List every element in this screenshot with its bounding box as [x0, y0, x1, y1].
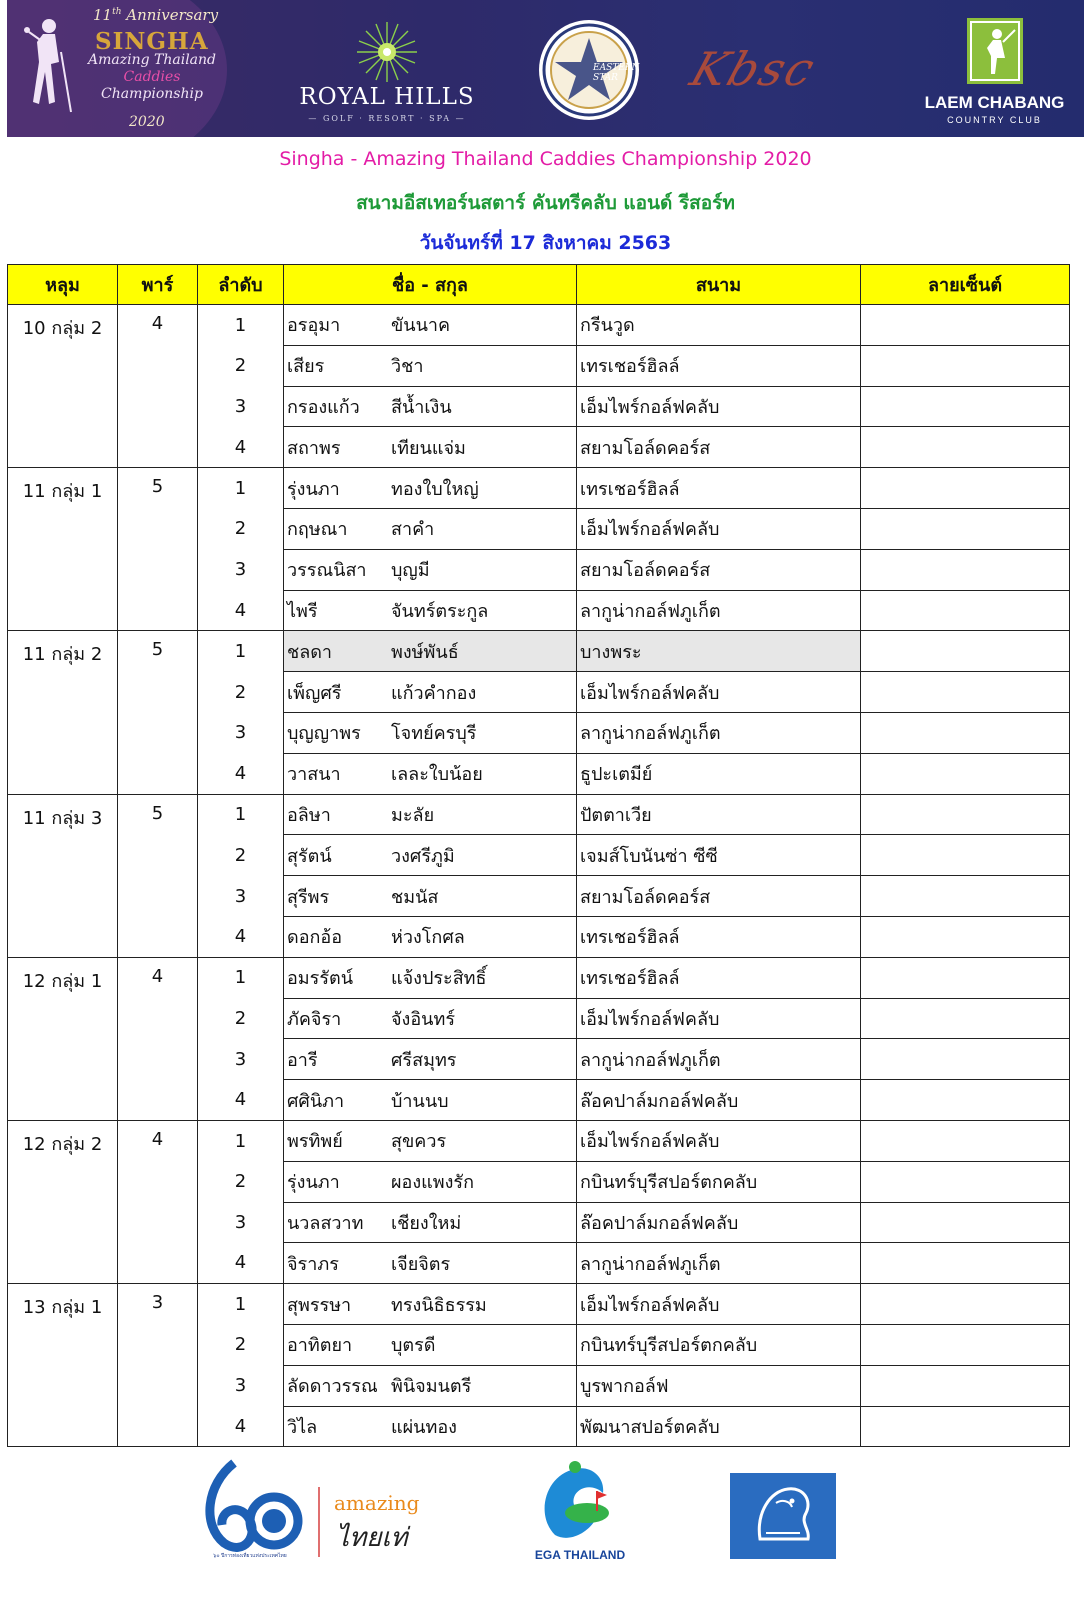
laem-chabang-name: LAEM CHABANG	[924, 93, 1065, 112]
player-first-name: อาทิตยา	[287, 1335, 353, 1357]
hole-cell	[8, 386, 118, 427]
player-name-cell	[284, 1324, 577, 1365]
hole-cell: 11 กลุ่ม 3	[8, 794, 118, 835]
par-cell	[118, 549, 198, 590]
pairing-table	[7, 264, 1070, 1447]
par-cell	[118, 753, 198, 794]
order-cell: 1	[198, 1284, 284, 1325]
player-last-name: เจียจิตร	[391, 1253, 451, 1275]
home-course-cell: พัฒนาสปอร์ตคลับ	[577, 1406, 861, 1447]
signature-cell[interactable]	[861, 794, 1070, 835]
home-course-cell: ล๊อคปาล์มกอล์ฟคลับ	[577, 1080, 861, 1121]
table-row	[8, 1324, 1070, 1365]
par-cell	[118, 1243, 198, 1284]
signature-cell[interactable]	[861, 916, 1070, 957]
signature-cell[interactable]	[861, 1120, 1070, 1161]
championship-script-text: Amazing Thailand Caddies Championship	[88, 52, 216, 102]
home-course-cell: ลากูน่ากอล์ฟภูเก็ต	[577, 590, 861, 631]
home-course-cell: เอ็มไพร์กอล์ฟคลับ	[577, 998, 861, 1039]
signature-cell[interactable]	[861, 508, 1070, 549]
signature-cell[interactable]	[861, 345, 1070, 386]
player-last-name: แก้วคำกอง	[391, 682, 477, 704]
tat-60-anniversary-logo	[196, 1455, 306, 1559]
table-row	[8, 1243, 1070, 1284]
player-last-name: ทองใบใหญ่	[391, 478, 479, 500]
order-cell: 4	[198, 1243, 284, 1284]
table-header-row	[8, 265, 1070, 305]
player-first-name: ลัดดาวรรณ	[287, 1376, 378, 1398]
championship-year: 2020	[129, 114, 165, 130]
player-first-name: ชลดา	[287, 641, 333, 663]
table-row	[8, 549, 1070, 590]
order-cell: 4	[198, 1080, 284, 1121]
hole-cell	[8, 672, 118, 713]
par-cell: 4	[118, 1120, 198, 1161]
player-first-name: พรทิพย์	[287, 1131, 343, 1153]
signature-cell[interactable]	[861, 549, 1070, 590]
player-first-name: อารี	[287, 1049, 318, 1071]
order-cell: 2	[198, 1161, 284, 1202]
player-last-name: แผ่นทอง	[391, 1416, 457, 1438]
player-name-cell	[284, 998, 577, 1039]
singha-lion-icon	[730, 1473, 836, 1553]
order-cell: 3	[198, 1365, 284, 1406]
hole-cell: 12 กลุ่ม 1	[8, 957, 118, 998]
par-cell	[118, 1406, 198, 1447]
hole-cell: 11 กลุ่ม 1	[8, 468, 118, 509]
home-course-cell: เทรเชอร์ฮิลล์	[577, 345, 861, 386]
player-first-name: ไพรี	[287, 600, 318, 622]
par-cell	[118, 672, 198, 713]
eastern-star-logo	[537, 0, 647, 137]
hole-cell	[8, 1039, 118, 1080]
home-course-cell: ธูปะเตมีย์	[577, 753, 861, 794]
table-row	[8, 998, 1070, 1039]
table-row	[8, 1202, 1070, 1243]
laem-chabang-subtitle: COUNTRY CLUB	[947, 115, 1042, 125]
player-name-cell	[284, 712, 577, 753]
table-row	[8, 590, 1070, 631]
player-name-cell	[284, 835, 577, 876]
event-title: Singha - Amazing Thailand Caddies Championship 2020	[279, 148, 812, 170]
player-first-name: จิราภร	[287, 1253, 339, 1275]
signature-cell[interactable]	[861, 305, 1070, 346]
player-first-name: วิไล	[287, 1416, 318, 1438]
signature-cell[interactable]	[861, 631, 1070, 672]
signature-cell[interactable]	[861, 590, 1070, 631]
par-cell	[118, 427, 198, 468]
home-course-cell: ลากูน่ากอล์ฟภูเก็ต	[577, 712, 861, 753]
player-name-cell	[284, 1080, 577, 1121]
hole-cell	[8, 508, 118, 549]
table-row	[8, 794, 1070, 835]
signature-cell[interactable]	[861, 1243, 1070, 1284]
home-course-cell: สยามโอล์ดคอร์ส	[577, 427, 861, 468]
home-course-cell: สยามโอล์ดคอร์ส	[577, 876, 861, 917]
kbsc-logo	[684, 0, 877, 137]
tat-60-anniversary-icon	[196, 1455, 306, 1555]
signature-cell[interactable]	[861, 1161, 1070, 1202]
table-row	[8, 631, 1070, 672]
venue-title: สนามอีสเทอร์นสตาร์ คันทรีคลับ แอนด์ รีสอร์ท	[356, 192, 735, 214]
player-first-name: อมรรัตน์	[287, 968, 354, 990]
player-name-cell	[284, 1284, 577, 1325]
singha-corp-caption: SINGHA CORPORATION	[748, 1561, 818, 1567]
hole-cell	[8, 1202, 118, 1243]
order-cell: 3	[198, 1202, 284, 1243]
player-first-name: วาสนา	[287, 764, 341, 786]
order-cell: 2	[198, 508, 284, 549]
player-first-name: บุญญาพร	[287, 723, 361, 745]
player-last-name: พินิจมนตรี	[391, 1376, 472, 1398]
table-row	[8, 712, 1070, 753]
table-row	[8, 916, 1070, 957]
order-cell: 3	[198, 1039, 284, 1080]
par-cell: 5	[118, 468, 198, 509]
player-last-name: เชียงใหม่	[391, 1212, 462, 1234]
player-first-name: สุพรรษา	[287, 1294, 352, 1316]
player-last-name: เลละใบน้อย	[391, 764, 483, 786]
table-row	[8, 1120, 1070, 1161]
hole-cell	[8, 1243, 118, 1284]
player-last-name: ห่วงโกศล	[391, 927, 465, 949]
home-course-cell: เทรเชอร์ฮิลล์	[577, 468, 861, 509]
par-cell	[118, 1039, 198, 1080]
player-first-name: ภัคจิรา	[287, 1008, 342, 1030]
par-cell	[118, 835, 198, 876]
table-row	[8, 386, 1070, 427]
hole-cell	[8, 835, 118, 876]
par-cell: 3	[118, 1284, 198, 1325]
singha-championship-logo	[17, 0, 237, 137]
hole-cell	[8, 1080, 118, 1121]
column-header-hole: หลุม	[8, 265, 118, 305]
order-cell: 4	[198, 916, 284, 957]
order-cell: 4	[198, 753, 284, 794]
table-row	[8, 305, 1070, 346]
player-last-name: ศรีสมุทร	[391, 1049, 457, 1071]
hole-cell	[8, 1161, 118, 1202]
player-name-cell	[284, 1365, 577, 1406]
player-last-name: สุขควร	[391, 1131, 447, 1153]
player-name-cell	[284, 345, 577, 386]
hole-cell: 11 กลุ่ม 2	[8, 631, 118, 672]
royal-hills-tagline: — GOLF · RESORT · SPA —	[308, 114, 466, 123]
home-course-cell: กบินทร์บุรีสปอร์ตกคลับ	[577, 1324, 861, 1365]
signature-cell[interactable]	[861, 1039, 1070, 1080]
anniversary-label: 11th Anniversary	[93, 6, 219, 24]
home-course-cell: เจมส์โบนันซ่า ซีซี	[577, 835, 861, 876]
order-cell: 1	[198, 468, 284, 509]
player-first-name: สุรีพร	[287, 886, 330, 908]
player-first-name: ศศินิภา	[287, 1090, 345, 1112]
laem-chabang-logo	[912, 0, 1077, 137]
par-cell: 4	[118, 957, 198, 998]
svg-text:STAR: STAR	[593, 73, 618, 83]
column-header-order: ลำดับ	[198, 265, 284, 305]
par-cell: 5	[118, 631, 198, 672]
signature-cell[interactable]	[861, 1365, 1070, 1406]
order-cell: 2	[198, 998, 284, 1039]
order-cell: 3	[198, 712, 284, 753]
table-row	[8, 672, 1070, 713]
player-last-name: วิชา	[391, 356, 424, 378]
player-last-name: บุญมี	[391, 560, 430, 582]
eastern-star-emblem-icon	[537, 18, 641, 122]
table-row	[8, 468, 1070, 509]
hole-cell: 12 กลุ่ม 2	[8, 1120, 118, 1161]
player-first-name: วรรณนิสา	[287, 560, 367, 582]
ega-thailand-logo	[525, 1455, 635, 1562]
svg-text:EASTERN: EASTERN	[593, 63, 640, 73]
order-cell: 1	[198, 1120, 284, 1161]
hole-cell: 13 กลุ่ม 1	[8, 1284, 118, 1325]
par-cell	[118, 1080, 198, 1121]
player-last-name: เทียนแจ่ม	[391, 437, 466, 459]
home-course-cell: เอ็มไพร์กอล์ฟคลับ	[577, 672, 861, 713]
amazing-word: amazing	[334, 1491, 420, 1515]
royal-hills-name: ROYAL HILLS	[299, 84, 475, 110]
player-name-cell	[284, 1202, 577, 1243]
singha-brand-text: SINGHA	[95, 28, 209, 55]
column-header-course: สนาม	[577, 265, 861, 305]
par-cell	[118, 590, 198, 631]
home-course-cell: ล๊อคปาล์มกอล์ฟคลับ	[577, 1202, 861, 1243]
par-cell	[118, 916, 198, 957]
player-first-name: อลิษา	[287, 804, 331, 826]
signature-cell[interactable]	[861, 1080, 1070, 1121]
par-cell	[118, 345, 198, 386]
order-cell: 1	[198, 631, 284, 672]
home-course-cell: บางพระ	[577, 631, 861, 672]
par-cell	[118, 386, 198, 427]
hole-cell	[8, 427, 118, 468]
player-last-name: ทรงนิธิธรรม	[391, 1294, 487, 1316]
signature-cell[interactable]	[861, 998, 1070, 1039]
home-course-cell: ลากูน่ากอล์ฟภูเก็ต	[577, 1243, 861, 1284]
player-last-name: บ้านนบ	[391, 1090, 449, 1112]
date-title: วันจันทร์ที่ 17 สิงหาคม 2563	[419, 232, 672, 254]
player-last-name: ขันนาค	[391, 315, 451, 337]
footer-divider	[318, 1487, 320, 1557]
home-course-cell: ปัตตาเวีย	[577, 794, 861, 835]
home-course-cell: บูรพากอล์ฟ	[577, 1365, 861, 1406]
player-first-name: ดอกอ้อ	[287, 927, 343, 949]
player-name-cell	[284, 1161, 577, 1202]
order-cell: 1	[198, 305, 284, 346]
player-first-name: นวลสวาท	[287, 1212, 364, 1234]
home-course-cell: เทรเชอร์ฮิลล์	[577, 916, 861, 957]
sponsor-banner	[7, 0, 1084, 137]
hole-cell	[8, 1365, 118, 1406]
player-first-name: กฤษณา	[287, 519, 348, 541]
player-first-name: กรองแก้ว	[287, 396, 360, 418]
hole-cell	[8, 345, 118, 386]
order-cell: 4	[198, 590, 284, 631]
home-course-cell: สยามโอล์ดคอร์ส	[577, 549, 861, 590]
player-name-cell	[284, 1243, 577, 1284]
player-last-name: ชมนัส	[391, 886, 439, 908]
ega-dolphin-icon	[525, 1455, 635, 1547]
par-cell	[118, 1324, 198, 1365]
hole-cell	[8, 916, 118, 957]
signature-cell[interactable]	[861, 835, 1070, 876]
signature-cell[interactable]	[861, 876, 1070, 917]
hole-cell	[8, 998, 118, 1039]
player-last-name: โจทย์ครบุรี	[391, 723, 477, 745]
player-name-cell	[284, 631, 577, 672]
home-course-cell: เทรเชอร์ฮิลล์	[577, 957, 861, 998]
player-name-cell	[284, 305, 577, 346]
order-cell: 4	[198, 1406, 284, 1447]
signature-cell[interactable]	[861, 753, 1070, 794]
column-header-name: ชื่อ - สกุล	[284, 265, 577, 305]
signature-cell[interactable]	[861, 957, 1070, 998]
player-name-cell	[284, 753, 577, 794]
table-row	[8, 1039, 1070, 1080]
royal-hills-logo	[297, 0, 477, 137]
hole-cell	[8, 712, 118, 753]
player-name-cell	[284, 549, 577, 590]
order-cell: 1	[198, 957, 284, 998]
signature-cell[interactable]	[861, 1324, 1070, 1365]
hole-cell	[8, 876, 118, 917]
order-cell: 3	[198, 549, 284, 590]
laem-chabang-golfer-icon	[967, 18, 1023, 84]
par-cell	[118, 1161, 198, 1202]
table-row	[8, 345, 1070, 386]
order-cell: 2	[198, 672, 284, 713]
player-first-name: รุ่งนภา	[287, 1172, 340, 1194]
signature-cell[interactable]	[861, 468, 1070, 509]
player-name-cell	[284, 468, 577, 509]
player-name-cell	[284, 1406, 577, 1447]
player-first-name: เสียร	[287, 356, 325, 378]
player-name-cell	[284, 672, 577, 713]
player-last-name: บุตรดี	[391, 1335, 436, 1357]
player-name-cell	[284, 916, 577, 957]
singha-caddie-silhouette-icon	[21, 12, 81, 122]
order-cell: 1	[198, 794, 284, 835]
singha-corp-box	[730, 1473, 836, 1567]
player-first-name: รุ่งนภา	[287, 478, 340, 500]
player-last-name: ผองแพงรัก	[391, 1172, 474, 1194]
order-cell: 4	[198, 427, 284, 468]
column-header-par: พาร์	[118, 265, 198, 305]
table-row	[8, 876, 1070, 917]
order-cell: 2	[198, 345, 284, 386]
table-row	[8, 835, 1070, 876]
player-first-name: สุรัตน์	[287, 845, 332, 867]
home-course-cell: กบินทร์บุรีสปอร์ตกคลับ	[577, 1161, 861, 1202]
par-cell	[118, 998, 198, 1039]
home-course-cell: กรีนวูด	[577, 305, 861, 346]
column-header-signature: ลายเซ็นต์	[861, 265, 1070, 305]
hole-cell	[8, 590, 118, 631]
thai-tae-word: ไทยเท่	[336, 1523, 408, 1553]
hole-cell	[8, 549, 118, 590]
pairing-table-body	[8, 305, 1070, 1447]
table-row	[8, 1080, 1070, 1121]
order-cell: 2	[198, 835, 284, 876]
player-name-cell	[284, 957, 577, 998]
order-cell: 3	[198, 386, 284, 427]
player-last-name: พงษ์พันธ์	[391, 641, 459, 663]
table-row	[8, 753, 1070, 794]
home-course-cell: ลากูน่ากอล์ฟภูเก็ต	[577, 1039, 861, 1080]
signature-cell[interactable]	[861, 1284, 1070, 1325]
signature-cell[interactable]	[861, 427, 1070, 468]
order-cell: 2	[198, 1324, 284, 1365]
hole-cell	[8, 1324, 118, 1365]
table-row	[8, 1161, 1070, 1202]
footer-sponsors	[0, 1455, 1091, 1600]
royal-hills-starburst-icon	[355, 20, 419, 84]
kbsc-wordmark: Kbsc	[684, 42, 823, 96]
player-name-cell	[284, 386, 577, 427]
par-cell	[118, 1202, 198, 1243]
par-cell	[118, 508, 198, 549]
player-name-cell	[284, 794, 577, 835]
signature-cell[interactable]	[861, 1202, 1070, 1243]
player-name-cell	[284, 1039, 577, 1080]
player-last-name: สีน้ำเงิน	[391, 396, 452, 418]
table-row	[8, 1365, 1070, 1406]
signature-cell[interactable]	[861, 386, 1070, 427]
signature-cell[interactable]	[861, 712, 1070, 753]
hole-cell: 10 กลุ่ม 2	[8, 305, 118, 346]
player-last-name: สาคำ	[391, 519, 435, 541]
player-name-cell	[284, 427, 577, 468]
player-last-name: จังอินทร์	[391, 1008, 455, 1030]
table-row	[8, 427, 1070, 468]
player-last-name: มะลัย	[391, 804, 435, 826]
par-cell: 4	[118, 305, 198, 346]
par-cell	[118, 712, 198, 753]
order-cell: 3	[198, 876, 284, 917]
home-course-cell: เอ็มไพร์กอล์ฟคลับ	[577, 1284, 861, 1325]
player-last-name: จันทร์ตระกูล	[391, 600, 489, 622]
player-first-name: อรอุมา	[287, 315, 341, 337]
hole-cell	[8, 753, 118, 794]
table-row	[8, 1406, 1070, 1447]
par-cell	[118, 876, 198, 917]
tat-anniversary-caption: ๖๐ ปีการท่องเที่ยวแห่งประเทศไทย	[213, 1553, 287, 1559]
ega-caption: EGA THAILAND	[534, 1548, 626, 1562]
player-last-name: แจ้งประสิทธิ์	[391, 968, 487, 990]
player-name-cell	[284, 508, 577, 549]
player-name-cell	[284, 1120, 577, 1161]
table-row	[8, 508, 1070, 549]
table-row	[8, 957, 1070, 998]
hole-cell	[8, 1406, 118, 1447]
home-course-cell: เอ็มไพร์กอล์ฟคลับ	[577, 386, 861, 427]
signature-cell[interactable]	[861, 1406, 1070, 1447]
table-row	[8, 1284, 1070, 1325]
player-first-name: สถาพร	[287, 437, 341, 459]
player-last-name: วงศรีภูมิ	[391, 845, 455, 867]
player-name-cell	[284, 876, 577, 917]
signature-cell[interactable]	[861, 672, 1070, 713]
player-name-cell	[284, 590, 577, 631]
home-course-cell: เอ็มไพร์กอล์ฟคลับ	[577, 1120, 861, 1161]
par-cell: 5	[118, 794, 198, 835]
home-course-cell: เอ็มไพร์กอล์ฟคลับ	[577, 508, 861, 549]
player-first-name: เพ็ญศรี	[287, 682, 342, 704]
par-cell	[118, 1365, 198, 1406]
